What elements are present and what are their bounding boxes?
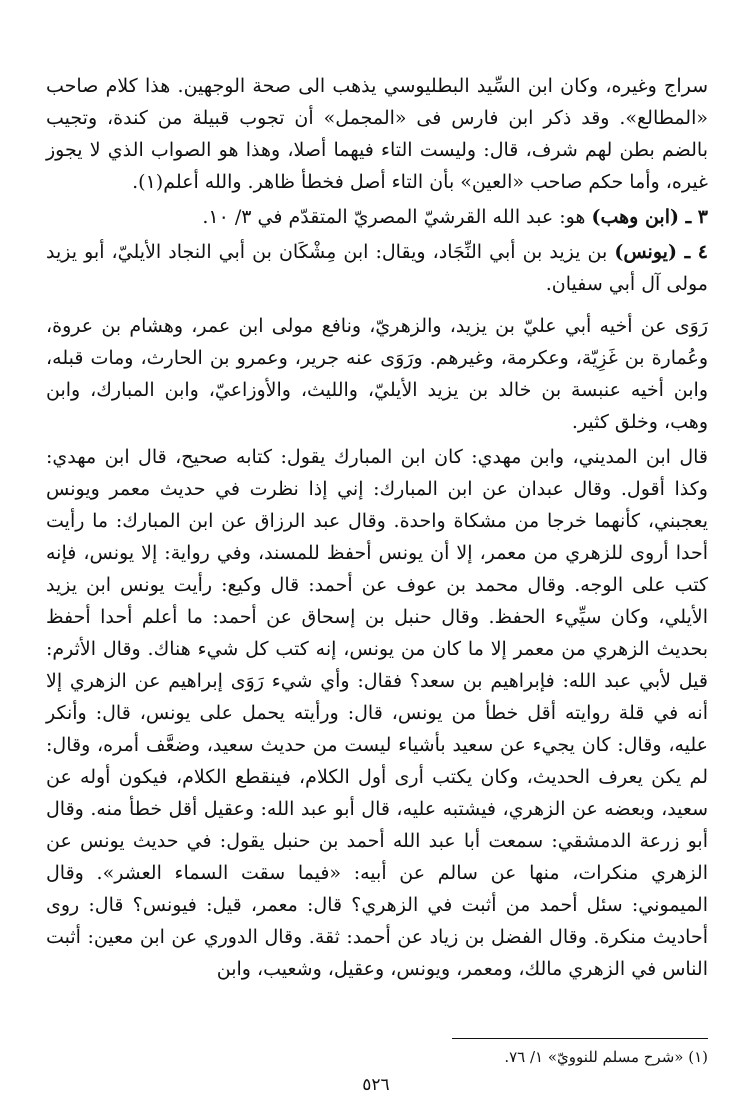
footnote: (١) «شرح مسلم للنوويّ» ١/ ٧٦.	[504, 1048, 708, 1066]
paragraph-opinions: قال ابن المديني، وابن مهدي: كان ابن المبارك يقول: كتابه صحيح، قال ابن مهدي: وكذا أقول. وقال عبدان عن ابن المبارك: إني إذا نظرت في حديث معمر ويونس يعجبني، كأنهما خرجا من مشكاة واحدة. وقال عبد الرزاق عن ابن المبارك: ما رأيت أحدا أروى للزهري من معمر، إلا أن يونس أحفظ للمسند، وفي رواية: إلا يونس، فإنه كتب على الوجه. وقال محمد بن عوف عن أحمد: قال وكيع: رأيت يونس ابن يزيد الأيلي، وكان سيِّيء الحفظ. وقال حنبل بن إسحاق عن أحمد: ما أعلم أحدا أحفظ بحديث الزهري من معمر إلا ما كان من يونس، إنه كتب كل شيء هناك. وقال الأثرم: قيل لأبي عبد الله: فإبراهيم بن سعد؟ فقال: وأي شيء رَوَى إبراهيم عن الزهري إلا أنه في قلة روايته أقل خطأ من يونس، قال: ورأيته يحمل على يونس، قال: وأنكر عليه، وقال: كان يجيء عن سعيد بأشياء ليست من حديث سعيد، وضعَّف أمره، وقال: لم يكن يعرف الحديث، وكان يكتب أرى أول الكلام، فينقطع الكلام، فيكون أوله عن سعيد، وبعضه عن الزهري، فيشتبه عليه، قال أبو عبد الله: وعقيل أقل خطأ منه. وقال أبو زرعة الدمشقي: سمعت أبا عبد الله أحمد بن حنبل يقول: في حديث يونس عن الزهري منكرات، منها عن سالم عن أبيه: «فيما سقت السماء العشر». وقال الميموني: سئل أحمد من أثبت في الزهري؟ قال: معمر، قيل: فيونس؟ قال: روى أحاديث منكرة. وقال الفضل بن زياد عن أحمد: ثقة. وقال الدوري عن ابن معين: أثبت الناس في الزهري مالك، ومعمر، ويونس، وعقيل، وشعيب، وابن	[46, 446, 708, 980]
footnote-divider	[452, 1038, 708, 1039]
entry-ibn-wahb	[46, 201, 708, 233]
entry-heading-ibn-wahb: ٣ ـ (ابن وهب)	[591, 206, 708, 228]
paragraph-intro: سراج وغيره، وكان ابن السِّيد البطليوسي يذهب الى صحة الوجهين. هذا كلام صاحب «المطالع». وقد ذكر ابن فارس فى «المجمل» أن تجوب قبيلة من كندة، وتجيب بالضم بطن لهم شرف، قال: وليست التاء فيهما أصلا، وهذا هو الصواب الذي لا يجوز غيره، وأما حكم صاحب «العين» بأن التاء أصل فخطأ ظاهر. والله أعلم(١).	[46, 75, 708, 193]
page-number: ٥٢٦	[362, 1075, 390, 1095]
entry-yunus	[46, 236, 708, 300]
page-body	[46, 70, 708, 985]
paragraph-narrators: رَوَى عن أخيه أبي عليّ بن يزيد، والزهريّ، ونافع مولى ابن عمر، وهشام بن عروة، وعُمارة بن غَزِيّة، وعكرمة، وغيرهم. ورَوَى عنه جرير، وعمرو بن الحارث، ومات قبله، وابن أخيه عنبسة بن خالد بن يزيد الأيليّ، والليث، والأوزاعيّ، وابن المبارك، وابن وهب، وخلق كثير.	[46, 315, 708, 433]
entry-text-yunus: بن يزيد بن أبي النِّجَاد، ويقال: ابن مِشْكَان بن أبي النجاد الأيليّ، أبو يزيد مولى آل أبي سفيان.	[46, 241, 708, 295]
entry-heading-yunus: ٤ ـ (يونس)	[614, 241, 709, 263]
entry-text-ibn-wahb: هو: عبد الله القرشيّ المصريّ المتقدّم في ٣/ ١٠.	[202, 206, 592, 228]
